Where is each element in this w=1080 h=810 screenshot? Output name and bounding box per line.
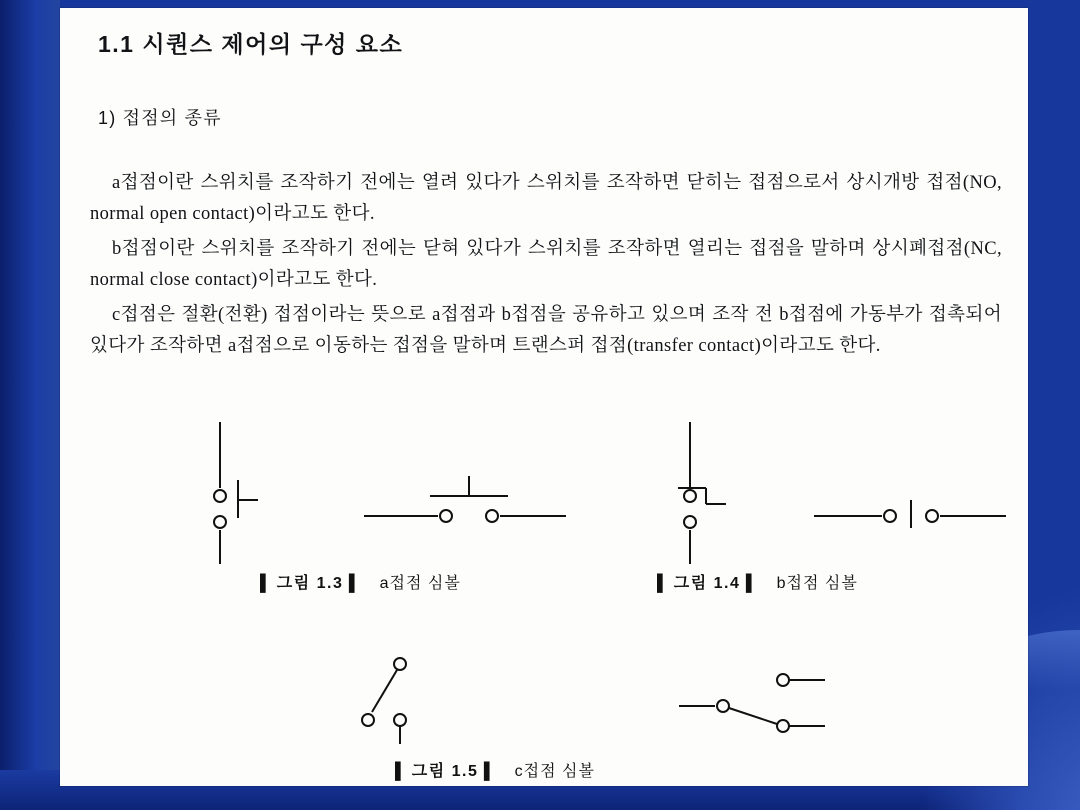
figure-caption-1-3 <box>260 570 461 593</box>
figure-bar-left: ▌ <box>395 763 407 780</box>
a-contact-symbol-horizontal <box>360 468 570 538</box>
paragraph-a-contact: a접점이란 스위치를 조작하기 전에는 열려 있다가 스위치를 조작하면 닫히는 접점으로서 상시개방 접점(NO, normal open contact)이라고도 한다. <box>90 173 1002 224</box>
figure-title: c접점 심볼 <box>514 763 595 780</box>
section-subtitle: 1) 접점의 종류 <box>98 108 222 128</box>
figure-title: b접점 심볼 <box>776 575 858 592</box>
page-title: 1.1 시퀀스 제어의 구성 요소 <box>98 31 404 57</box>
figure-title: a접점 심볼 <box>379 575 461 592</box>
figure-number: 그림 1.5 <box>411 763 479 780</box>
figure-bar-right: ▌ <box>745 575 758 592</box>
figure-area <box>60 408 1028 786</box>
figure-bar-right: ▌ <box>348 575 361 592</box>
scanned-page <box>60 8 1028 786</box>
a-contact-symbol-vertical <box>160 418 280 568</box>
paragraph-c-contact: c접점은 절환(전환) 접점이라는 뜻으로 a접점과 b접점을 공유하고 있으며 조작 전 b접점에 가동부가 접촉되어 있다가 조작하면 a접점으로 이동하는 접점을 말하며 트랜스퍼 접점(transfer contact)이라고도 한다. <box>90 305 1002 356</box>
c-contact-symbol-horizontal <box>675 658 855 748</box>
c-contact-symbol-vertical <box>340 648 470 758</box>
figure-bar-right: ▌ <box>483 763 496 780</box>
background-left-band <box>0 0 60 810</box>
figure-caption-1-5 <box>395 758 595 781</box>
page-content <box>60 8 1028 786</box>
b-contact-symbol-horizontal <box>810 468 1010 538</box>
figure-number: 그림 1.3 <box>276 575 344 592</box>
figure-bar-left: ▌ <box>657 575 669 592</box>
figure-number: 그림 1.4 <box>673 575 741 592</box>
figure-bar-left: ▌ <box>260 575 272 592</box>
b-contact-symbol-vertical <box>630 418 750 568</box>
figure-caption-1-4 <box>657 570 858 593</box>
paragraph-b-contact: b접점이란 스위치를 조작하기 전에는 닫혀 있다가 스위치를 조작하면 열리는 접점을 말하며 상시폐접점(NC, normal close contact)이라고도 한다. <box>90 239 1002 290</box>
